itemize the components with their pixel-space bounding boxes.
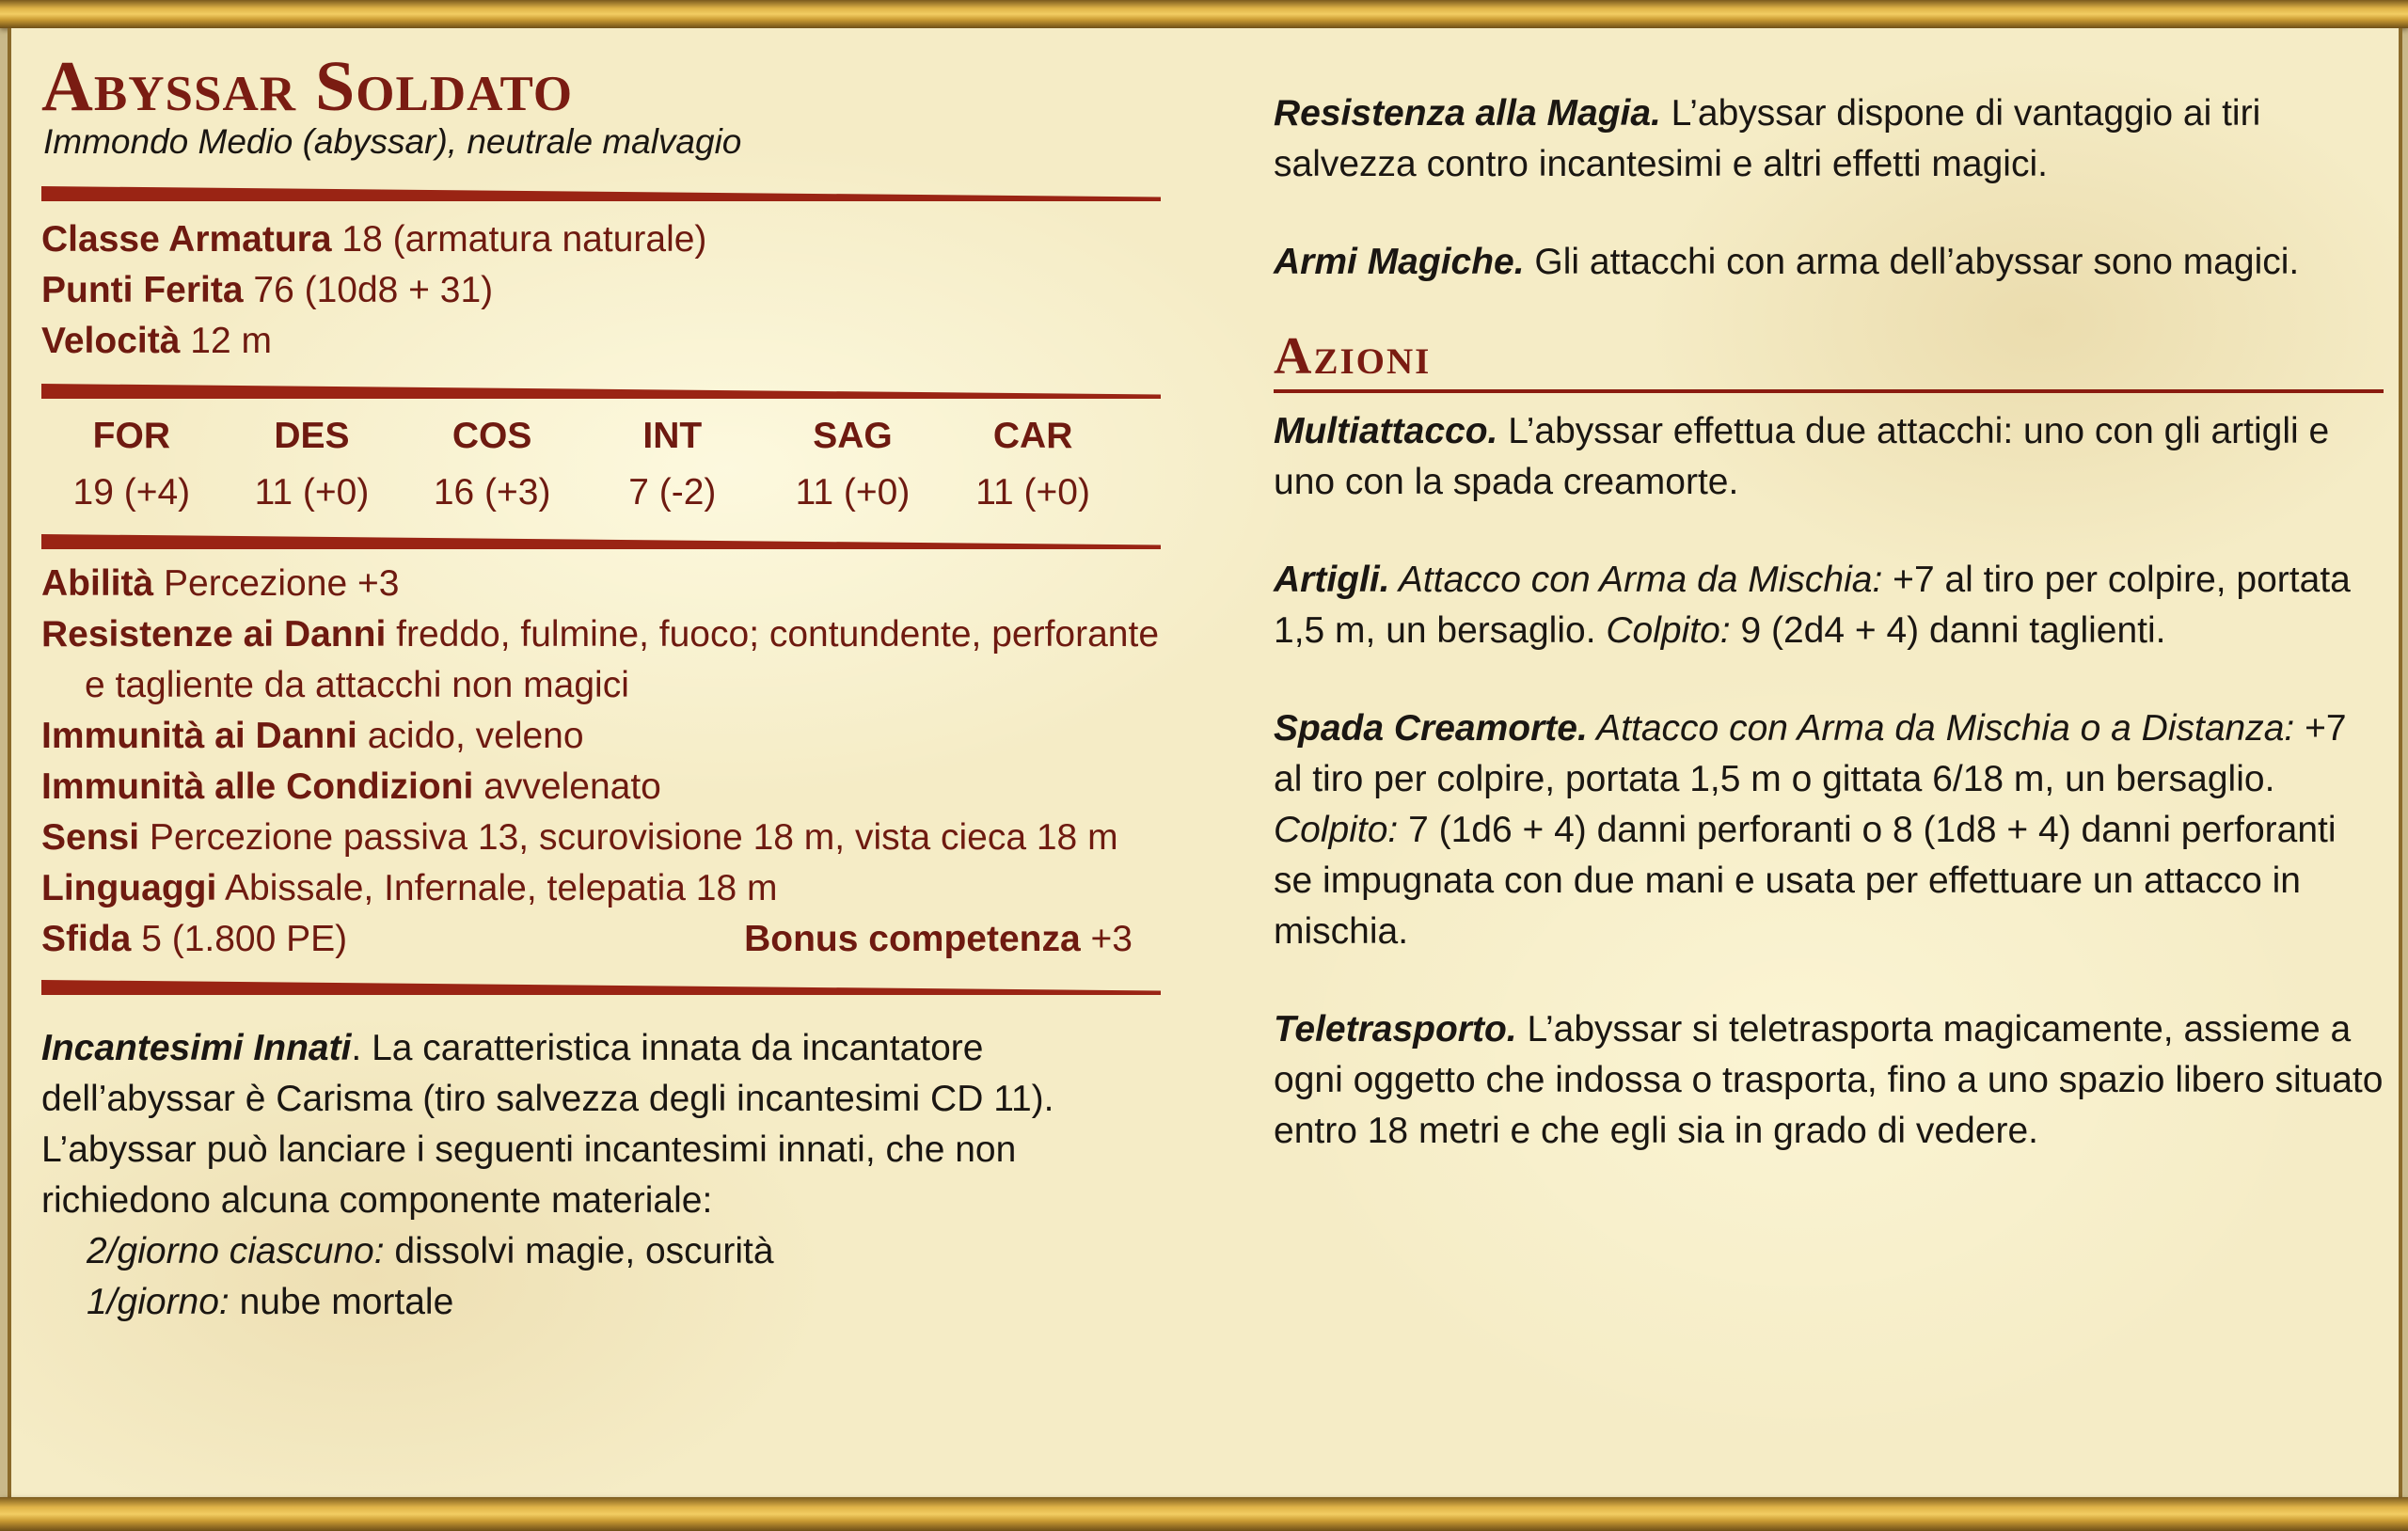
ability-score: 16 (+3) <box>433 472 551 513</box>
trait-name: Incantesimi Innati <box>41 1028 352 1068</box>
trait-magic-resistance <box>1274 88 2384 190</box>
ability-name: SAG <box>813 416 893 456</box>
action-teleport <box>1274 1004 2384 1157</box>
action-name: Spada Creamorte. <box>1274 708 1588 749</box>
spell-line-2 <box>41 1277 1161 1328</box>
languages-value: Abissale, Infernale, telepatia 18 m <box>225 868 778 908</box>
hit-label: Colpito: <box>1606 610 1731 651</box>
trait-innate-spellcasting <box>41 1023 1161 1328</box>
action-name: Artigli. <box>1274 560 1390 600</box>
languages <box>41 863 1161 914</box>
actions-heading: Azioni <box>1274 325 2384 393</box>
proficiency-value: +3 <box>1090 919 1133 959</box>
proficiency-bonus <box>744 914 1133 965</box>
ability-car <box>943 408 1122 521</box>
action-claws <box>1274 555 2384 656</box>
spell-line-1 <box>41 1226 1161 1277</box>
ability-score: 7 (-2) <box>628 472 717 513</box>
action-text: 7 (1d6 + 4) danni perforanti o 8 (1d8 + 4) danni perforanti se impugnata con due mani e usata per effettuare un attacco in mischia. <box>1274 810 2337 952</box>
hit-label: Colpito: <box>1274 810 1399 850</box>
challenge-row <box>41 914 1133 965</box>
action-text: L’abyssar si teletrasporta magicamente, assieme a ogni oggetto che indossa o trasporta, fino a uno spazio libero situato entro 18 metri e che egli sia in grado di vedere. <box>1274 1009 2384 1151</box>
action-text: +7 al tiro per colpire, portata 1,5 m, un bersaglio. <box>1274 560 2351 651</box>
trait-name: Armi Magiche. <box>1274 242 1525 282</box>
action-spada-creamorte <box>1274 703 2384 957</box>
speed <box>41 316 1161 367</box>
action-text: +7 al tiro per colpire, portata 1,5 m o gittata 6/18 m, un bersaglio. <box>1274 708 2347 799</box>
ability-for <box>42 408 221 521</box>
damage-resistances-label: Resistenze ai Danni <box>41 614 387 655</box>
skills-label: Abilità <box>41 563 154 604</box>
parchment-panel <box>8 28 2402 1497</box>
monster-name: Abyssar Soldato <box>41 47 574 126</box>
attack-type: Attacco con Arma da Mischia: <box>1389 560 1883 600</box>
action-multiattack <box>1274 406 2384 508</box>
spell-frequency: 2/giorno ciascuno: <box>87 1231 385 1271</box>
right-column <box>1274 88 2384 1204</box>
skills <box>41 559 1161 609</box>
ability-score: 11 (+0) <box>254 472 370 513</box>
skills-value: Percezione +3 <box>164 563 400 604</box>
action-name: Teletrasporto. <box>1274 1009 1517 1050</box>
action-name: Multiattacco. <box>1274 411 1498 451</box>
monster-type-line: Immondo Medio (abyssar), neutrale malvagio <box>43 122 742 161</box>
challenge-label: Sfida <box>41 919 132 959</box>
challenge-value: 5 (1.800 PE) <box>141 919 348 959</box>
ability-des <box>222 408 401 521</box>
damage-immunities-value: acido, veleno <box>367 716 584 756</box>
divider-rule <box>41 384 1161 399</box>
hit-points-value: 76 (10d8 + 31) <box>253 270 494 310</box>
spell-frequency: 1/giorno: <box>87 1282 230 1322</box>
damage-resistances-value: freddo, fulmine, fuoco; contundente, perforante e tagliente da attacchi non magici <box>85 614 1160 705</box>
senses-value: Percezione passiva 13, scurovisione 18 m, vista cieca 18 m <box>149 817 1118 858</box>
armor-class <box>41 214 1161 265</box>
action-text: L’abyssar effettua due attacchi: uno con gli artigli e uno con la spada creamorte. <box>1274 411 2330 502</box>
ability-name: INT <box>642 416 703 456</box>
divider-rule <box>41 186 1161 201</box>
senses <box>41 813 1161 863</box>
ability-sag <box>763 408 942 521</box>
divider-rule <box>41 980 1161 995</box>
ability-name: FOR <box>92 416 170 456</box>
trait-text: Gli attacchi con arma dell’abyssar sono magici. <box>1524 242 2300 282</box>
spell-list: nube mortale <box>229 1282 454 1322</box>
hit-points <box>41 265 1161 316</box>
ability-name: DES <box>274 416 350 456</box>
armor-class-value: 18 (armatura naturale) <box>341 219 707 260</box>
speed-value: 12 m <box>190 321 272 361</box>
challenge <box>41 914 347 965</box>
senses-label: Sensi <box>41 817 140 858</box>
divider-rule <box>41 534 1161 549</box>
ability-score: 19 (+4) <box>72 472 191 513</box>
action-text: 9 (2d4 + 4) danni taglienti. <box>1730 610 2166 651</box>
top-gold-border <box>0 0 2408 28</box>
condition-immunities-value: avvelenato <box>483 766 661 807</box>
ability-int <box>583 408 762 521</box>
ability-score: 11 (+0) <box>795 472 911 513</box>
trait-text: . La caratteristica innata da incantatore dell’abyssar è Carisma (tiro salvezza degli incantesimi CD 11). L’abyssar può lanciare i seguenti incantesimi innati, che non richiedono alcuna componente materiale: <box>41 1028 1054 1221</box>
left-column <box>41 28 1161 1328</box>
attack-type: Attacco con Arma da Mischia o a Distanza: <box>1587 708 2295 749</box>
ability-score: 11 (+0) <box>975 472 1090 513</box>
speed-label: Velocità <box>41 321 181 361</box>
trait-text: L’abyssar dispone di vantaggio ai tiri salvezza contro incantesimi e altri effetti magici. <box>1274 93 2261 184</box>
ability-name: CAR <box>992 416 1073 456</box>
trait-magic-weapons <box>1274 237 2384 288</box>
bottom-gold-border <box>0 1497 2408 1531</box>
proficiency-label: Bonus competenza <box>744 919 1081 959</box>
hit-points-label: Punti Ferita <box>41 270 244 310</box>
languages-label: Linguaggi <box>41 868 217 908</box>
damage-immunities <box>41 711 1161 762</box>
ability-cos <box>403 408 581 521</box>
trait-name: Resistenza alla Magia. <box>1274 93 1661 134</box>
damage-immunities-label: Immunità ai Danni <box>41 716 357 756</box>
spell-list: dissolvi magie, oscurità <box>384 1231 774 1271</box>
condition-immunities-label: Immunità alle Condizioni <box>41 766 474 807</box>
armor-class-label: Classe Armatura <box>41 219 332 260</box>
ability-name: COS <box>452 416 532 456</box>
damage-resistances <box>41 609 1161 711</box>
ability-scores <box>41 408 1123 521</box>
condition-immunities <box>41 762 1161 813</box>
